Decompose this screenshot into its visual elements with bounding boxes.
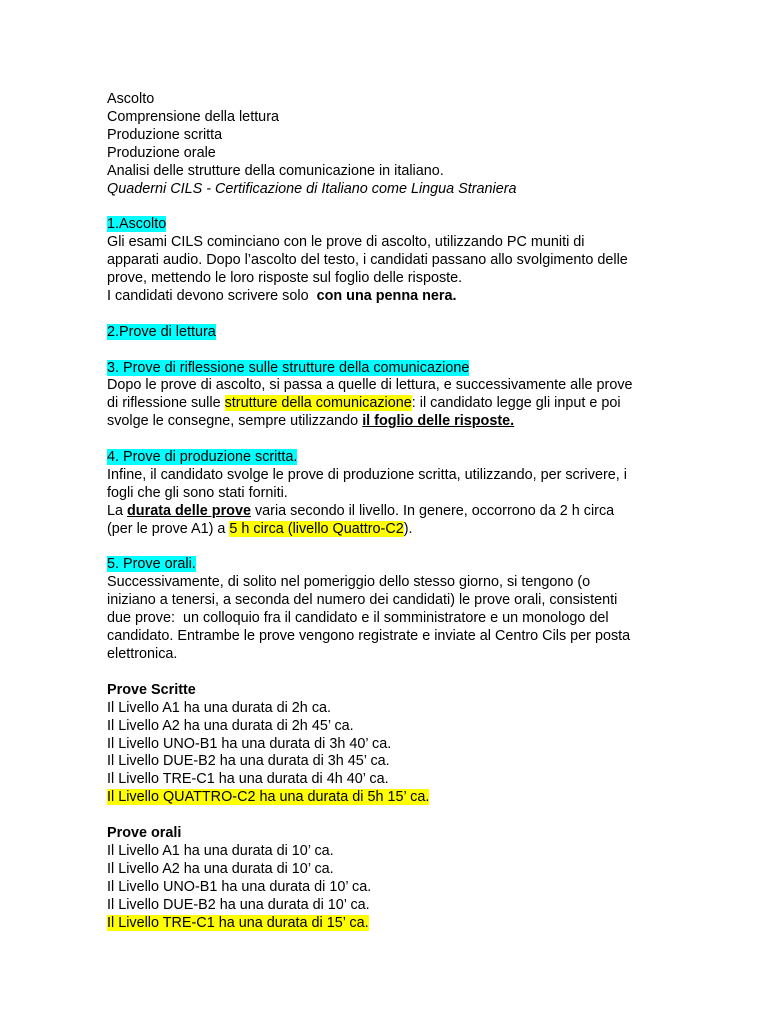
- intro-item: Analisi delle strutture della comunicazione in italiano.: [107, 162, 444, 179]
- oral-exams-list: [107, 825, 707, 932]
- intro-item: Comprensione della lettura: [107, 108, 279, 125]
- list-item: Il Livello TRE-C1 ha una durata di 4h 40’ ca.: [107, 771, 389, 788]
- bold-text: con una penna nera.: [316, 287, 457, 304]
- intro-item: Ascolto: [107, 91, 155, 107]
- paragraph-line: [107, 413, 707, 431]
- section-lettura: [107, 324, 707, 342]
- section-heading: 3. Prove di riflessione sulle strutture della comunicazione: [107, 359, 470, 376]
- document-page: [107, 91, 707, 932]
- paragraph-line: Successivamente, di solito nel pomeriggio dello stesso giorno, si tengono (o: [107, 574, 591, 591]
- list-item: Il Livello DUE-B2 ha una durata di 10’ ca.: [107, 896, 370, 913]
- paragraph-line: fogli che gli sono stati forniti.: [107, 484, 288, 501]
- section-heading: 1.Ascolto: [107, 216, 167, 233]
- paragraph-line: [107, 395, 707, 413]
- paragraph-line: elettronica.: [107, 646, 178, 663]
- section-prove-orali: [107, 556, 707, 663]
- section-riflessione: [107, 360, 707, 432]
- section-ascolto: [107, 216, 707, 306]
- list-item: Il Livello A2 ha una durata di 2h 45’ ca.: [107, 717, 354, 734]
- list-heading: Prove orali: [107, 825, 182, 842]
- paragraph-line: due prove: un colloquio fra il candidato e il somministratore e un monologo del: [107, 610, 609, 627]
- list-item: Il Livello UNO-B1 ha una durata di 10’ ca.: [107, 878, 372, 895]
- section-heading: 5. Prove orali.: [107, 556, 196, 573]
- list-item: Il Livello A1 ha una durata di 10’ ca.: [107, 842, 334, 859]
- highlighted-text: 5 h circa (livello Quattro-C2: [229, 520, 404, 537]
- intro-item: Produzione scritta: [107, 126, 223, 143]
- paragraph-line: Gli esami CILS cominciano con le prove di ascolto, utilizzando PC muniti di: [107, 234, 585, 251]
- text-span: di riflessione sulle: [107, 395, 225, 412]
- intro-source: Quaderni CILS - Certificazione di Italiano come Lingua Straniera: [107, 180, 517, 197]
- section-heading: 4. Prove di produzione scritta.: [107, 449, 298, 466]
- paragraph-line: prove, mettendo le loro risposte sul foglio delle risposte.: [107, 270, 463, 287]
- text-span: varia secondo il livello. In genere, occorrono da 2 h circa: [250, 502, 615, 519]
- paragraph-line: candidato. Entrambe le prove vengono registrate e inviate al Centro Cils per posta: [107, 628, 631, 645]
- intro-item: Produzione orale: [107, 144, 216, 161]
- highlighted-list-item: Il Livello QUATTRO-C2 ha una durata di 5h 15’ ca.: [107, 789, 430, 806]
- highlighted-list-item: Il Livello TRE-C1 ha una durata di 15’ ca.: [107, 914, 369, 931]
- text-span: La: [107, 502, 128, 519]
- list-item: Il Livello A2 ha una durata di 10’ ca.: [107, 860, 334, 877]
- list-item: Il Livello UNO-B1 ha una durata di 3h 40’ ca.: [107, 735, 392, 752]
- section-heading: 2.Prove di lettura: [107, 323, 216, 340]
- paragraph-line: [107, 521, 707, 539]
- bold-underlined-text: il foglio delle risposte.: [362, 413, 515, 430]
- list-item: Il Livello DUE-B2 ha una durata di 3h 45’ ca.: [107, 753, 390, 770]
- text-span: svolge le consegne, sempre utilizzando: [107, 413, 363, 430]
- paragraph-line: apparati audio. Dopo l’ascolto del testo, i candidati passano allo svolgimento delle: [107, 252, 628, 269]
- list-item: Il Livello A1 ha una durata di 2h ca.: [107, 699, 332, 716]
- section-produzione-scritta: [107, 449, 707, 539]
- intro-block: [107, 91, 707, 198]
- bold-underlined-text: durata delle prove: [127, 502, 251, 519]
- written-exams-list: [107, 682, 707, 807]
- paragraph-line: [107, 503, 707, 521]
- text-span: (per le prove A1) a: [107, 520, 230, 537]
- text-span: ).: [403, 520, 413, 537]
- text-span: : il candidato legge gli input e poi: [411, 395, 621, 412]
- list-heading: Prove Scritte: [107, 681, 196, 698]
- paragraph-line: Dopo le prove di ascolto, si passa a quelle di lettura, e successivamente alle prove: [107, 377, 633, 394]
- paragraph-line: iniziano a tenersi, a seconda del numero dei candidati) le prove orali, consistenti: [107, 592, 618, 609]
- paragraph-line: Infine, il candidato svolge le prove di produzione scritta, utilizzando, per scrivere, i: [107, 466, 627, 483]
- highlighted-text: strutture della comunicazione: [224, 395, 412, 412]
- text-span: I candidati devono scrivere solo: [107, 287, 317, 304]
- paragraph-line: [107, 288, 707, 306]
